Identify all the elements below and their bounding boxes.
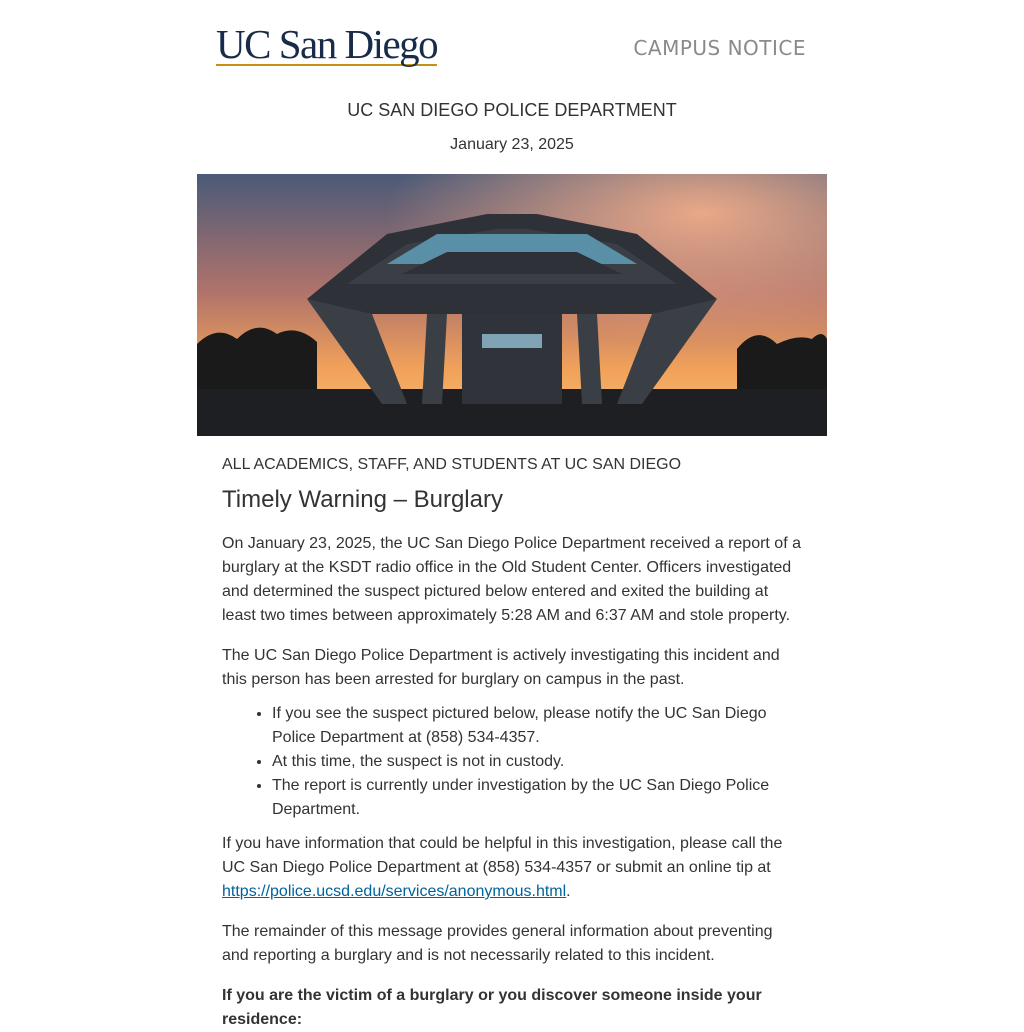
email-body <box>197 456 827 1032</box>
list-item: • At this time, the suspect is not in custody. <box>272 750 802 774</box>
paragraph-tip <box>222 832 802 904</box>
notice-date: January 23, 2025 <box>450 136 574 153</box>
tip-text: If you have information that could be helpful in this investigation, please call the UC San Diego Police Department at (858) 534-4357 or submit an online tip at <box>222 835 783 876</box>
list-item: • The report is currently under investigation by the UC San Diego Police Department. <box>272 774 802 822</box>
paragraph-general-info: The remainder of this message provides general information about preventing and reporting a burglary and is not necessarily related to this incident. <box>222 923 773 964</box>
hero-image <box>197 174 827 436</box>
email-container <box>197 0 827 1032</box>
paragraph-incident: On January 23, 2025, the UC San Diego Police Department received a report of a burglary at the KSDT radio office in the Old Student Center. Officers investigated and determined the suspect pictured below entered and exited the building at least two times between approximately 5:28 AM and 6:37 AM and stole property. <box>222 535 801 624</box>
bullet-list <box>222 702 802 822</box>
campus-notice-label: CAMPUS NOTICE <box>633 36 806 60</box>
headline: Timely Warning – Burglary <box>222 486 503 513</box>
paragraph-investigation: The UC San Diego Police Department is actively investigating this incident and this person has been arrested for burglary on campus in the past. <box>222 647 780 688</box>
tip-suffix: . <box>566 883 571 900</box>
email-header <box>197 0 827 88</box>
audience-line: ALL ACADEMICS, STAFF, AND STUDENTS AT UC SAN DIEGO <box>222 456 682 473</box>
list-item: • If you see the suspect pictured below, please notify the UC San Diego Police Department at (858) 534-4357. <box>272 702 802 750</box>
department-title: UC SAN DIEGO POLICE DEPARTMENT <box>347 100 677 120</box>
anonymous-tip-link[interactable]: https://police.ucsd.edu/services/anonymous.html <box>222 883 567 900</box>
ucsd-logo[interactable]: UC San Diego <box>216 21 438 67</box>
victim-heading: If you are the victim of a burglary or you discover someone inside your residence: <box>222 987 762 1028</box>
